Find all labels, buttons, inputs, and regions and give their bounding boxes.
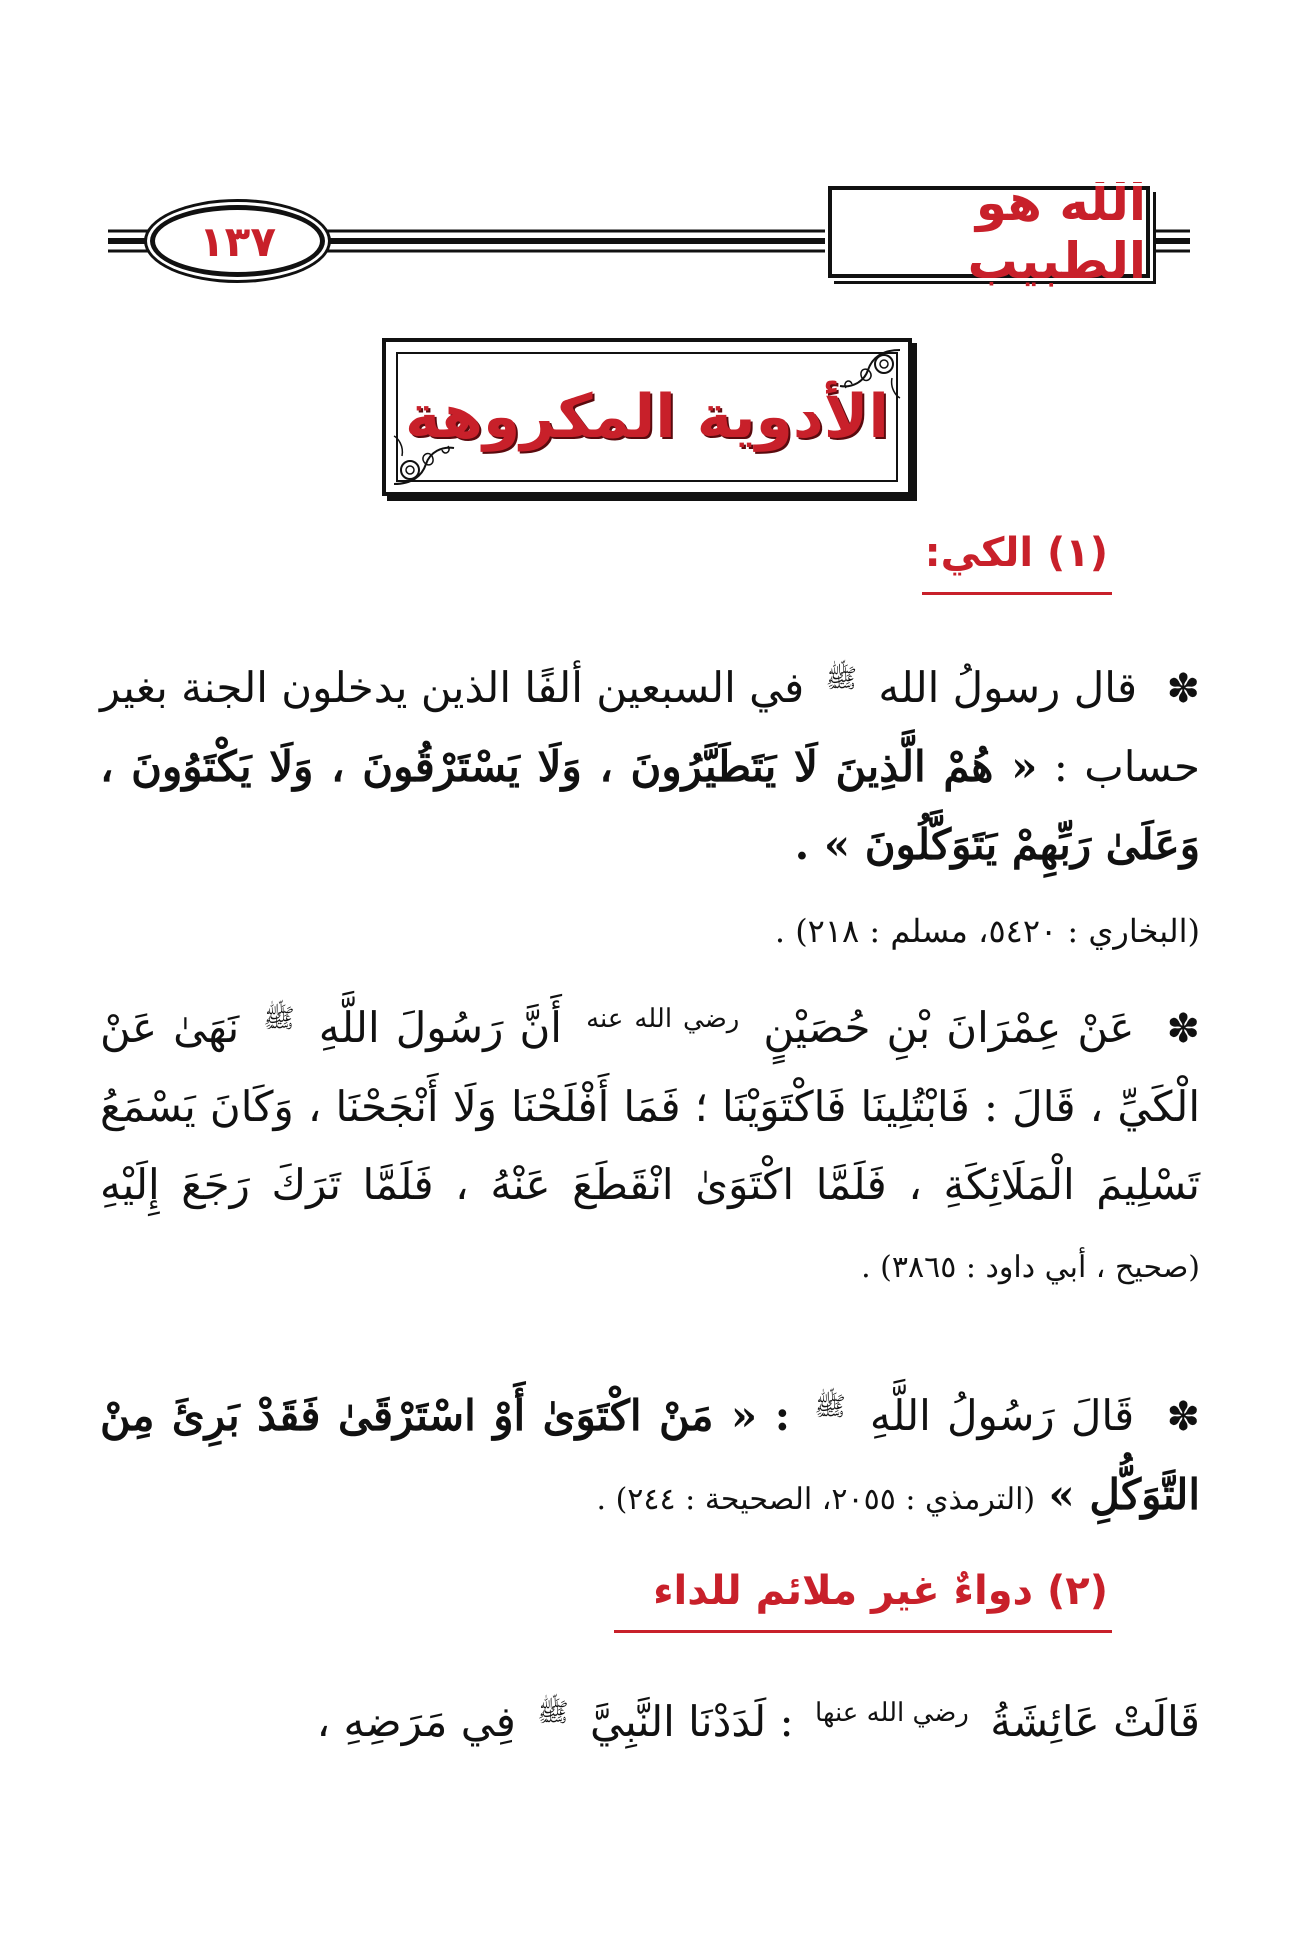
flower-bullet-icon: ✽ xyxy=(1166,1394,1200,1440)
paragraph-intro: قال رسولُ الله xyxy=(878,663,1138,712)
chapter-title: الأدوية المكروهة xyxy=(405,382,889,452)
source-citation: (الترمذي : ٢٠٥٥، الصحيحة : ٢٤٤) . xyxy=(596,1482,1036,1517)
honorific-icon: ﷺ xyxy=(263,1004,295,1034)
hadith-quote: : « مَنْ اكْتَوَىٰ أَوْ اسْتَرْقَىٰ فَقَدْ بَرِئَ مِنْ التَّوَكُّلِ » xyxy=(100,1391,1200,1519)
hadith-paragraph xyxy=(100,1674,1200,1761)
paragraph-intro: قَالَتْ عَائِشَةُ xyxy=(990,1697,1200,1746)
chapter-title-frame xyxy=(382,338,912,496)
paragraph-text: في السبعين ألفًا الذين يدخلون الجنة بغير حساب : xyxy=(100,663,1200,791)
section-heading: (١) الكي: xyxy=(922,530,1112,595)
paragraph-text: فِي مَرَضِهِ ، xyxy=(316,1697,516,1746)
honorific-icon: ﷺ xyxy=(825,664,858,694)
hadith-paragraph xyxy=(100,980,1200,1307)
page-number-oval xyxy=(150,205,325,277)
hadith-paragraph xyxy=(100,640,1200,884)
running-title-box xyxy=(828,174,1150,290)
paragraph-mid: : لَدَدْنَا النَّبِيَّ xyxy=(589,1697,794,1746)
section-heading: (٢) دواءٌ غير ملائم للداء xyxy=(614,1568,1112,1633)
source-citation: (البخاري : ٥٤٢٠، مسلم : ٢١٨) . xyxy=(774,912,1200,950)
running-title: الله هو الطبيب xyxy=(967,174,1146,290)
paragraph-text: نَهَىٰ عَنْ الْكَيِّ ، قَالَ : فَابْتُلِينَا فَاكْتَوَيْنَا ؛ فَمَا أَفْلَحْنَا وَلَا أَنْجَحْنَا ، وَكَانَ يَسْمَعُ تَسْلِيمَ الْمَلَائِكَةِ ، فَلَمَّا اكْتَوَىٰ انْقَطَعَ عَنْهُ ، فَلَمَّا تَرَكَ رَجَعَ إِلَيْهِ xyxy=(100,1003,1200,1209)
companion-honorific-icon: رضي الله عنه xyxy=(586,1004,740,1034)
hadith-quote: « هُمْ الَّذِينَ لَا يَتَطَيَّرُونَ ، وَلَا يَسْتَرْقُونَ ، وَلَا يَكْتَوُونَ ، وَعَلَىٰ رَبِّهِمْ يَتَوَكَّلُونَ » . xyxy=(100,742,1200,869)
flower-bullet-icon: ✽ xyxy=(1166,666,1200,712)
page-number: ١٣٧ xyxy=(199,216,276,266)
flower-bullet-icon: ✽ xyxy=(1166,1006,1200,1052)
hadith-paragraph xyxy=(100,1368,1200,1539)
paragraph-intro: قَالَ رَسُولُ اللَّهِ xyxy=(869,1391,1135,1440)
honorific-icon: ﷺ xyxy=(814,1392,846,1422)
honorific-icon: ﷺ xyxy=(537,1698,569,1728)
paragraph-mid: أَنَّ رَسُولَ اللَّهِ xyxy=(318,1003,562,1052)
companion-honorific-icon: رضي الله عنها xyxy=(815,1698,969,1728)
source-citation: (صحيح ، أبي داود : ٣٨٦٥) . xyxy=(861,1250,1200,1285)
paragraph-intro: عَنْ عِمْرَانَ بْنِ حُصَيْنٍ xyxy=(763,1003,1135,1052)
